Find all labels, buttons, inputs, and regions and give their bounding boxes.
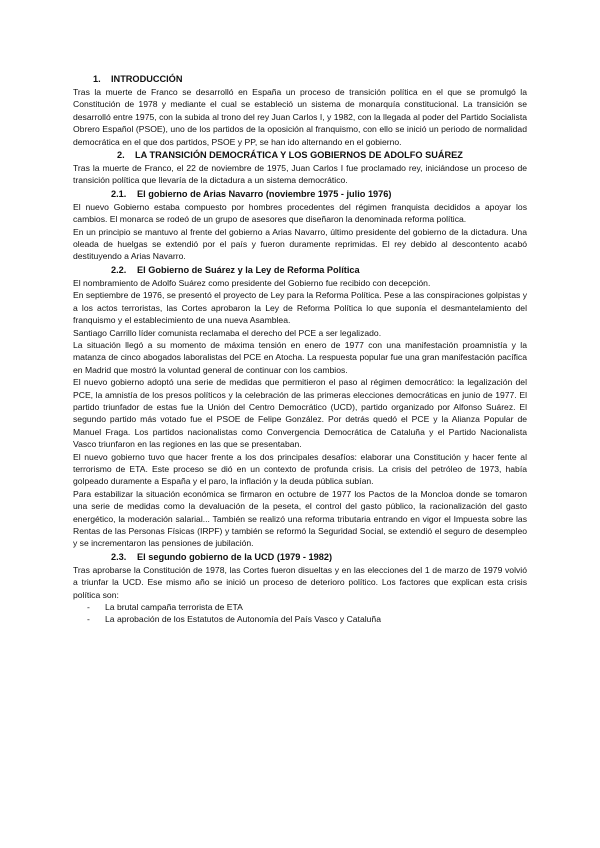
- subsection-heading-arias: [73, 187, 527, 201]
- section-title: LA TRANSICIÓN DEMOCRÁTICA Y LOS GOBIERNOS DE ADOLFO SUÁREZ: [135, 150, 463, 161]
- section-heading-intro: [73, 72, 527, 86]
- suarez-paragraph-7: Para estabilizar la situación económica se firmaron en octubre de 1977 los Pactos de la Moncloa donde se tomaron una serie de medidas como la devaluación de la peseta, el control del gasto público, la racionalización del gasto energético, la moderación salarial... También se realizó una reforma tributaria entrando en vigor el Impuesta sobre las Rentas de las Personas Físicas (IRPF) y también se reformó la Seguridad Social, se extendió el seguro de desempleo y se incrementaron las pensiones de jubilación.: [73, 488, 527, 549]
- transicion-paragraph: Tras la muerte de Franco, el 22 de noviembre de 1975, Juan Carlos I fue proclamado rey, iniciándose un proceso de transición política que llevaría de la dictadura a un sistema democrático.: [73, 163, 527, 186]
- section-number: 2.: [117, 150, 125, 161]
- section-title: INTRODUCCIÓN: [111, 74, 183, 84]
- subsection-number: 2.3.: [111, 551, 127, 562]
- list-item-text: La aprobación de los Estatutos de Autonomía del País Vasco y Cataluña: [105, 614, 381, 625]
- document-page: [73, 72, 527, 626]
- intro-paragraph: Tras la muerte de Franco se desarrolló en España un proceso de transición política en el que se promulgó la Constitución de 1978 y mediante el cual se estableció un sistema de monarquía constitucional. La transición se desarrolló entre 1975, con la subida al trono del rey Juan Carlos I, y 1982, con la llegada al poder del Partido Socialista Obrero Español (PSOE), uno de los partidos de la oposición al franquismo, con ello se inició un periodo de normalidad democrática en el que dos partidos, PSOE y PP, se han ido alternando en el gobierno.: [73, 87, 527, 147]
- suarez-paragraph-3: Santiago Carrillo líder comunista reclamaba el derecho del PCE a ser legalizado.: [73, 327, 382, 338]
- suarez-paragraph-1: El nombramiento de Adolfo Suárez como presidente del Gobierno fue recibido con decepción.: [73, 277, 431, 288]
- subsection-heading-suarez: [73, 263, 527, 277]
- subsection-title: El segundo gobierno de la UCD (1979 - 1982): [137, 551, 333, 562]
- list-item: [73, 613, 527, 625]
- subsection-title: El gobierno de Arias Navarro (noviembre 1975 - julio 1976): [137, 188, 392, 199]
- section-heading-transicion: [73, 148, 527, 162]
- suarez-paragraph-2: En septiembre de 1976, se presentó el proyecto de Ley para la Reforma Política. Pese a las conspiraciones golpistas y a los actos terroristas, las Cortes aprobaron la Ley de Reforma Política lo que suponía el desmantelamiento del franquismo y el establecimiento de una nueva Asamblea.: [73, 290, 527, 326]
- list-item: [73, 601, 527, 613]
- section-number: 1.: [93, 74, 101, 84]
- subsection-heading-ucd: [73, 550, 527, 564]
- suarez-paragraph-5: El nuevo gobierno adoptó una serie de medidas que permitieron el paso al régimen democrático: la legalización del PCE, la amnistía de los presos políticos y la celebración de las primeras elecciones democráticas en junio de 1977. El partido triunfador de estas fue la Unión del Centro Democrático (UCD), partido organizado por Alfonso Suárez. El segundo partido más votado fue el PSOE de Felipe González. Por detrás quedó el PCE y la Alianza Popular de Manuel Fraga. Los partidos nacionalistas como Convergencia Democrática de Cataluña y el Partido Nacionalista Vasco triunfaron en las regiones en las que se presentaban.: [73, 377, 527, 450]
- dash-bullet: -: [87, 614, 90, 625]
- suarez-paragraph-6: El nuevo gobierno tuvo que hacer frente a los dos principales desafíos: elaborar una Constitución y hacer fente al terrorismo de ETA. Este proceso se dió en un contexto de profunda crisis. La crisis del petróleo de 1973, había golpeado duramente a España y el paro, la inflación y la deuda pública subían.: [73, 451, 527, 487]
- arias-paragraph-1: El nuevo Gobierno estaba compuesto por hombres procedentes del régimen franquista decididos a apoyar los cambios. El monarca se rodeó de un grupo de asesores que diseñaron la denominada reforma política.: [73, 201, 527, 225]
- ucd-factor-list: [73, 601, 527, 626]
- arias-paragraph-2: En un principio se mantuvo al frente del gobierno a Arias Navarro, último presidente del gobierno de la dictadura. Una oleada de huelgas se extendió por el país y fueron duramente reprimidas. El rey debido al descontento acabó destituyendo a Arias Navarro.: [73, 226, 527, 262]
- suarez-paragraph-4: La situación llegó a su momento de máxima tensión en enero de 1977 con una manifestación proamnistía y la matanza de cinco abogados laboralistas del PCE en Atocha. La respuesta popular fue una gran manifestación pacífica en Madrid que mostró la voluntad general de continuar con los cambios.: [73, 339, 527, 375]
- dash-bullet: -: [87, 602, 90, 613]
- subsection-number: 2.2.: [111, 264, 127, 275]
- ucd-paragraph-1: Tras aprobarse la Constitución de 1978, las Cortes fueron disueltas y en las elecciones del 1 de marzo de 1979 volvió a triunfar la UCD. Ese mismo año se inició un proceso de deterioro político. Los factores que explican esta crisis política son:: [73, 564, 527, 600]
- subsection-number: 2.1.: [111, 188, 127, 199]
- list-item-text: La brutal campaña terrorista de ETA: [105, 602, 243, 613]
- subsection-title: El Gobierno de Suárez y la Ley de Reforma Política: [137, 264, 360, 275]
